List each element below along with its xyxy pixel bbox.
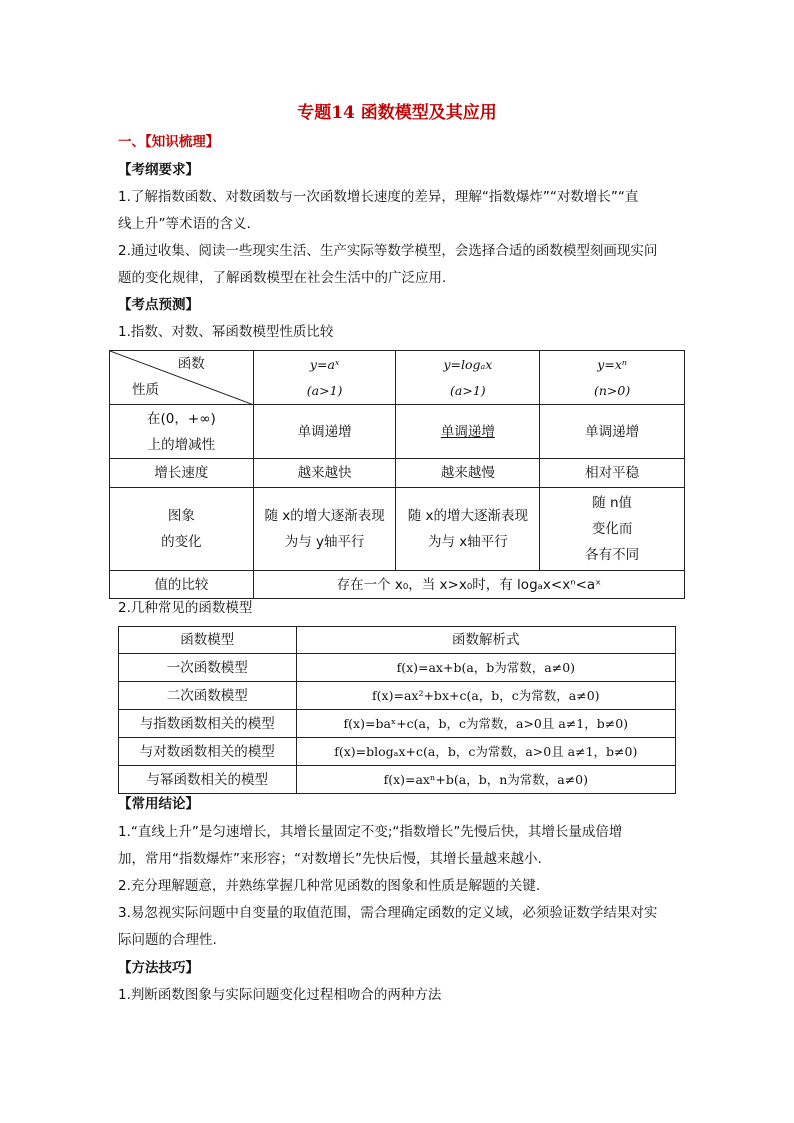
table-cell: 单调递增 <box>253 405 396 459</box>
kaogang-item-2a: 2.通过收集、阅读一些现实生活、生产实际等数学模型，会选择合适的函数模型刻画现实问 <box>118 243 658 259</box>
comparison-table <box>109 350 685 599</box>
cell-line: 为与 y轴平行 <box>284 534 365 550</box>
table-corner-cell <box>110 351 254 405</box>
header-logarithmic <box>396 351 540 405</box>
header-log-cond: (a>1) <box>450 382 486 398</box>
model-formula: f(x)=blogₐx+c(a，b，c为常数，a>0且 a≠1，b≠0) <box>296 738 675 766</box>
cell-line: 各有不同 <box>585 547 640 563</box>
kaodian-item-2: 2.几种常见的函数模型 <box>118 600 253 616</box>
cell-line: 变化而 <box>591 521 633 537</box>
row-head-line: 的变化 <box>161 534 202 550</box>
model-formula: f(x)=ax²+bx+c(a，b，c为常数，a≠0) <box>296 682 675 710</box>
header-exp-formula: y=aˣ <box>309 356 340 372</box>
changyong-item-3b: 际问题的合理性. <box>118 932 217 948</box>
row-monotonicity-head <box>110 405 254 459</box>
cell-line: 随 n值 <box>592 495 633 511</box>
table-cell: 越来越快 <box>253 459 396 488</box>
table-cell <box>253 488 396 571</box>
row-head-line: 图象 <box>167 508 195 524</box>
kaodian-item-1: 1.指数、对数、幂函数模型性质比较 <box>118 324 334 340</box>
corner-label-function: 函数 <box>177 356 205 372</box>
header-log-formula: y=logₐx <box>443 356 493 372</box>
changyong-item-1b: 加，常用“指数爆炸”来形容；“对数增长”先快后慢，其增长量越来越小. <box>118 851 542 867</box>
model-name: 一次函数模型 <box>119 654 297 682</box>
table-cell: 单调递增 <box>396 405 540 459</box>
header-power <box>540 351 685 405</box>
header-formula: 函数解析式 <box>296 627 675 654</box>
table-cell: 单调递增 <box>540 405 685 459</box>
model-name: 与对数函数相关的模型 <box>119 738 297 766</box>
header-exponential <box>253 351 396 405</box>
function-model-table <box>118 626 676 794</box>
row-graph-head <box>110 488 254 571</box>
cell-line: 随 x的增大逐渐表现 <box>407 508 528 524</box>
kaogang-item-1a: 1.了解指数函数、对数函数与一次函数增长速度的差异，理解“指数爆炸”“对数增长”“直 <box>118 189 639 205</box>
page-title: 专题14 函数模型及其应用 <box>297 103 497 123</box>
cell-line: 随 x的增大逐渐表现 <box>264 508 385 524</box>
subsection-kaodian: 【考点预测】 <box>118 297 199 313</box>
subsection-fangfa: 【方法技巧】 <box>118 960 199 976</box>
row-compare-head: 值的比较 <box>110 571 254 599</box>
row-head-line: 在(0，+∞) <box>147 410 216 427</box>
kaogang-item-1b: 线上升”等术语的含义. <box>118 216 251 232</box>
model-name: 与指数函数相关的模型 <box>119 710 297 738</box>
table-cell: 相对平稳 <box>540 459 685 488</box>
cell-line: 为与 x轴平行 <box>427 534 508 550</box>
subsection-changyong: 【常用结论】 <box>118 796 199 812</box>
table-cell <box>396 488 540 571</box>
changyong-item-2: 2.充分理解题意，并熟练掌握几种常见函数的图象和性质是解题的关键. <box>118 878 541 894</box>
header-model: 函数模型 <box>119 627 297 654</box>
changyong-item-3a: 3.易忽视实际问题中自变量的取值范围，需合理确定函数的定义域，必须验证数学结果对实 <box>118 905 658 921</box>
model-formula: f(x)=baˣ+c(a，b，c为常数，a>0且 a≠1，b≠0) <box>296 710 675 738</box>
header-exp-cond: (a>1) <box>306 382 343 398</box>
model-name: 与幂函数相关的模型 <box>119 766 297 794</box>
kaogang-item-2b: 题的变化规律，了解函数模型在社会生活中的广泛应用. <box>118 270 447 286</box>
table-cell <box>540 488 685 571</box>
changyong-item-1a: 1.“直线上升”是匀速增长，其增长量固定不变;“指数增长”先慢后快，其增长量成倍增 <box>118 824 623 840</box>
section-heading: 一、【知识梳理】 <box>118 134 220 150</box>
compare-value-cell: 存在一个 x₀，当 x>x₀时，有 logₐx<xⁿ<aˣ <box>253 571 684 599</box>
row-growth-head: 增长速度 <box>110 459 254 488</box>
header-pow-formula: y=xⁿ <box>597 356 627 372</box>
table-cell: 越来越慢 <box>396 459 540 488</box>
model-formula: f(x)=ax+b(a，b为常数，a≠0) <box>296 654 675 682</box>
corner-label-property: 性质 <box>132 382 159 398</box>
fangfa-item-1: 1.判断函数图象与实际问题变化过程相吻合的两种方法 <box>118 987 442 1003</box>
header-pow-cond: (n>0) <box>594 382 631 398</box>
model-formula: f(x)=axⁿ+b(a，b，n为常数，a≠0) <box>296 766 675 794</box>
subsection-kaogang: 【考纲要求】 <box>118 162 199 178</box>
row-head-line: 上的增减性 <box>147 436 216 453</box>
model-name: 二次函数模型 <box>119 682 297 710</box>
